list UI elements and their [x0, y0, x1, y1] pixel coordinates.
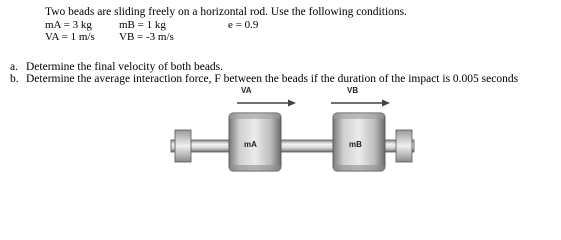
question-b-marker: b.: [10, 73, 19, 85]
given-velocity-b: VB = -3 m/s: [119, 31, 174, 43]
velocity-arrow-a: [237, 100, 296, 107]
velocity-arrow-b: [331, 100, 390, 107]
question-b-text: Determine the average interaction force, F between the beads if the duration of the impact is 0.005 seconds: [26, 73, 519, 85]
given-velocity-a: VA = 1 m/s: [45, 31, 95, 43]
bead-label-a: mA: [244, 140, 257, 149]
bead-label-b: mB: [349, 140, 362, 149]
velocity-label-b: VB: [347, 86, 359, 95]
given-mass-b: mB = 1 kg: [119, 19, 166, 31]
given-mass-a: mA = 3 kg: [45, 19, 92, 31]
problem-intro: Two beads are sliding freely on a horizontal rod. Use the following conditions.: [45, 6, 407, 18]
question-a-text: Determine the final velocity of both beads.: [26, 61, 224, 73]
velocity-label-a: VA: [241, 86, 252, 95]
given-restitution: e = 0.9: [228, 19, 259, 31]
question-a-marker: a.: [10, 61, 18, 73]
